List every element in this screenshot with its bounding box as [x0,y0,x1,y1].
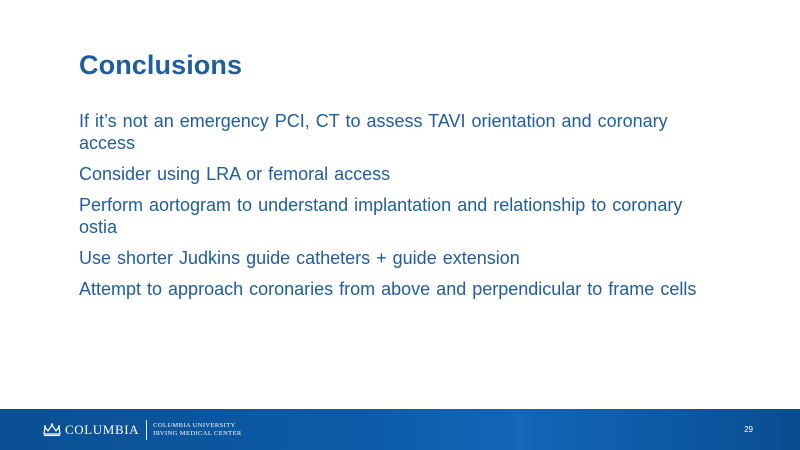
logo-subtitle-line2: IRVING MEDICAL CENTER [153,430,242,437]
bullet-item: Use shorter Judkins guide catheters + guide extension [79,248,520,268]
bullet-item: Perform aortogram to understand implantation and relationship to coronary ostia [79,195,683,237]
slide-title: Conclusions [79,50,243,80]
logo-wordmark: COLUMBIA [65,422,140,437]
bullet-item: If it’s not an emergency PCI, CT to assess TAVI orientation and coronary access [79,111,668,153]
bullet-list [79,110,699,309]
page-number: 29 [744,425,753,434]
crown-icon [43,423,61,437]
logo-subtitle [153,422,242,438]
columbia-logo [43,420,242,440]
logo-subtitle-line1: COLUMBIA UNIVERSITY [153,422,236,429]
bullet-item: Attempt to approach coronaries from above and perpendicular to frame cells [79,279,697,299]
logo-divider [146,420,147,440]
footer-bar [0,409,800,450]
bullet-item: Consider using LRA or femoral access [79,164,391,184]
